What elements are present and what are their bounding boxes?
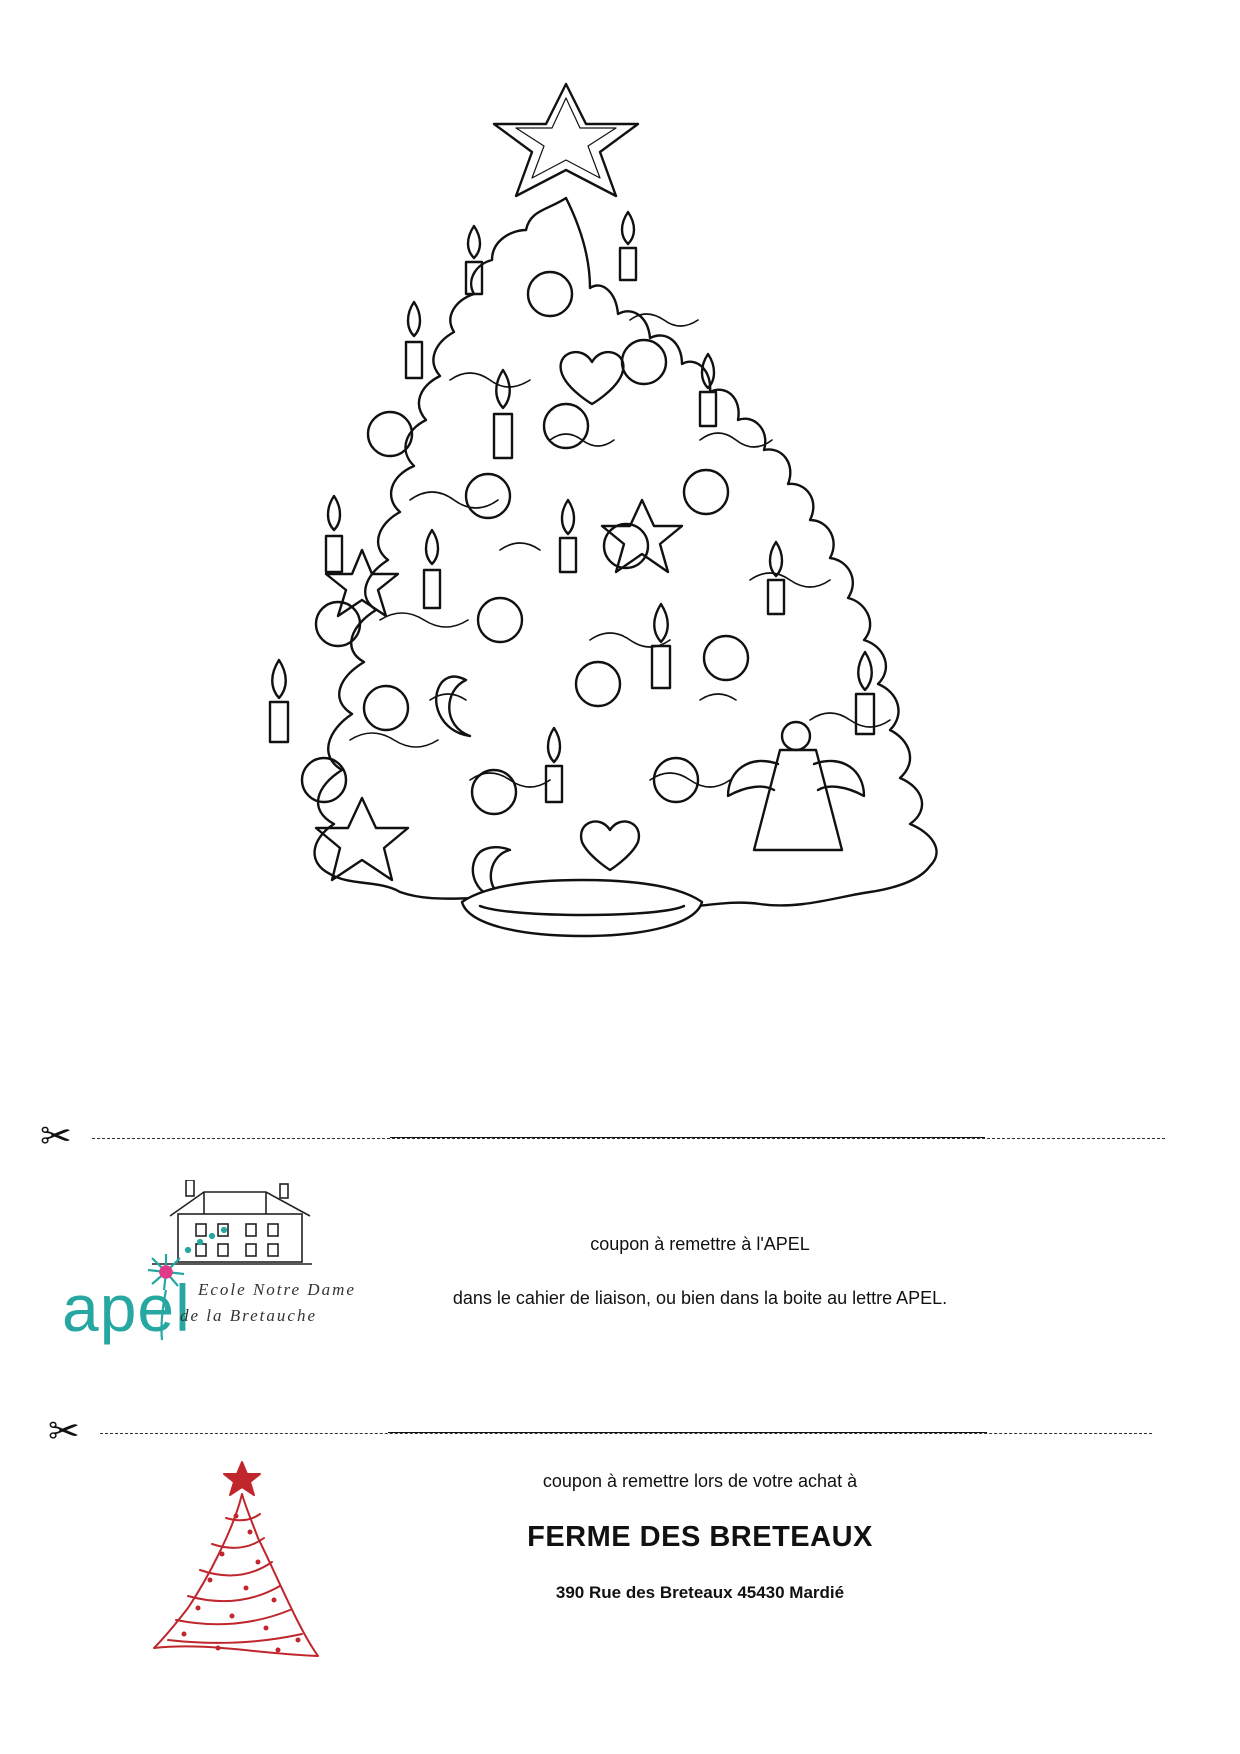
apel-coupon-delivery-note: dans le cahier de liaison, ou bien dans la boite au lettre APEL.: [452, 1288, 948, 1308]
apel-wordmark: apel: [62, 1271, 191, 1345]
ferme-coupon-instruction: coupon à remettre lors de votre achat à: [542, 1471, 858, 1491]
tree-foliage-texture: [350, 314, 890, 787]
school-name-line-2: de la Bretauche: [180, 1306, 317, 1325]
christmas-tree-illustration: [230, 80, 1010, 1030]
dashed-cut-guide: [100, 1433, 1152, 1434]
tree-foliage-outline: [315, 198, 937, 908]
tree-angel: [728, 722, 864, 850]
cut-guide-solid: [390, 1137, 985, 1138]
red-christmas-tree-icon: [148, 1458, 328, 1668]
ferme-name-heading: FERME DES BRETEAUX: [527, 1521, 873, 1553]
ferme-address: 390 Rue des Breteaux 45430 Mardié: [555, 1583, 845, 1602]
cut-line-bottom: [48, 1409, 1152, 1453]
cut-line-top: [40, 1114, 1165, 1158]
dashed-cut-guide: [92, 1138, 1165, 1139]
apel-school-logo: [52, 1180, 362, 1350]
cut-guide-solid: [388, 1432, 987, 1433]
scissors-icon: ✂: [48, 1409, 80, 1453]
apel-coupon-instruction: coupon à remettre à l'APEL: [590, 1234, 810, 1254]
school-name-line-1: Ecole Notre Dame: [198, 1280, 356, 1299]
tree-cookie-stars: [316, 500, 682, 880]
tree-base: [462, 880, 702, 936]
scissors-icon: ✂: [40, 1114, 72, 1158]
tree-top-star: [494, 84, 638, 196]
tree-hearts: [561, 352, 639, 870]
